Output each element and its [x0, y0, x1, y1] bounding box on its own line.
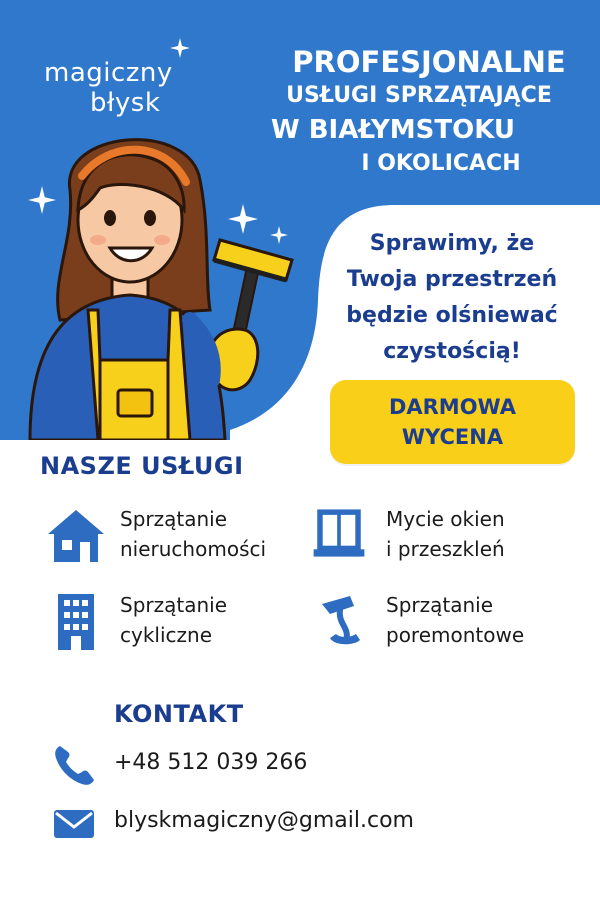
service-line-2: cykliczne — [120, 623, 213, 647]
brand-line-1: magiczny — [44, 58, 173, 88]
mail-icon — [50, 800, 98, 848]
window-icon — [310, 504, 368, 562]
brand-line-2: błysk — [90, 88, 161, 118]
headline-line-1: PROFESJONALNE — [292, 45, 566, 79]
cta-line-2: WYCENA — [401, 425, 504, 449]
phone-number[interactable]: +48 512 039 266 — [114, 750, 308, 775]
service-line-1: Sprzątanie — [120, 507, 228, 531]
headline-line-2: USŁUGI SPRZĄTAJĄCE — [286, 83, 552, 108]
sparkle-icon — [170, 38, 190, 58]
house-icon — [44, 504, 108, 568]
headline-line-4: I OKOLICACH — [361, 151, 521, 176]
services-title: NASZE USŁUGI — [40, 452, 244, 480]
tagline-line-4: czystością! — [383, 339, 521, 364]
free-quote-button[interactable] — [330, 380, 575, 464]
service-line-2: nieruchomości — [120, 537, 267, 561]
contact-title: KONTAKT — [114, 700, 244, 728]
vacuum-icon — [310, 590, 374, 654]
email-address[interactable]: blyskmagiczny@gmail.com — [114, 808, 414, 833]
service-line-2: poremontowe — [386, 623, 525, 647]
service-line-1: Mycie okien — [386, 507, 505, 531]
service-line-1: Sprzątanie — [386, 593, 494, 617]
tagline-line-1: Sprawimy, że — [369, 231, 535, 256]
service-line-2: i przeszkleń — [386, 537, 505, 561]
brand-logo — [44, 58, 173, 118]
email-row[interactable] — [50, 800, 570, 850]
building-icon — [44, 590, 108, 654]
service-item — [310, 504, 580, 574]
tagline — [312, 226, 592, 370]
headline-line-3: W BIAŁYMSTOKU — [270, 115, 516, 145]
phone-row[interactable] — [50, 742, 570, 792]
service-item — [44, 504, 314, 574]
tagline-line-2: Twoja przestrzeń — [346, 267, 558, 292]
service-line-1: Sprzątanie — [120, 593, 228, 617]
tagline-line-3: będzie olśniewać — [346, 303, 558, 328]
service-item — [44, 590, 314, 660]
cleaning-woman-illustration — [0, 110, 300, 440]
service-item — [310, 590, 580, 660]
phone-icon — [50, 742, 98, 790]
cta-line-1: DARMOWA — [388, 395, 517, 419]
